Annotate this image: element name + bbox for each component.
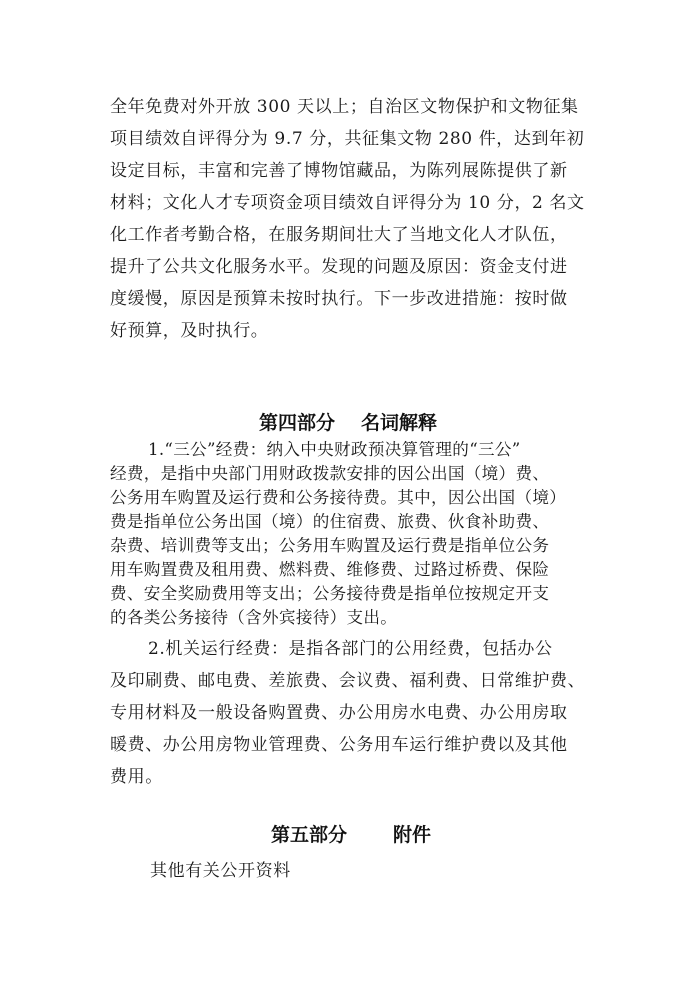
paragraph-line: 及印刷费、邮电费、差旅费、会议费、福利费、日常维护费、 [110, 671, 586, 691]
paragraph-line: 费、安全奖励费用等支出；公务接待费是指单位按规定开支 [110, 584, 550, 603]
paragraph-line: 费是指单位公务出国（境）的住宿费、旅费、伙食补助费、 [110, 512, 550, 531]
paragraph-line: 设定目标，丰富和完善了博物馆藏品，为陈列展陈提供了新 [110, 161, 568, 181]
paragraph-line: 材料；文化人才专项资金项目绩效自评得分为 10 分，2 名文 [110, 193, 585, 213]
paragraph-line: 暖费、办公用房物业管理费、公务用车运行维护费以及其他 [110, 735, 568, 755]
paragraph-line: 2.机关运行经费：是指各部门的公用经费，包括办公 [148, 639, 553, 659]
section5-heading [271, 820, 431, 847]
paragraph-line: 化工作者考勤合格，在服务期间壮大了当地文化人才队伍， [110, 225, 568, 245]
paragraph-line: 费用。 [110, 767, 163, 787]
paragraph-line: 经费，是指中央部门用财政拨款安排的因公出国（境）费、 [110, 464, 550, 483]
paragraph-line: 杂费、培训费等支出；公务用车购置及运行费是指单位公务 [110, 536, 550, 555]
section5-heading-name: 附件 [393, 824, 432, 846]
paragraph-line: 项目绩效自评得分为 9.7 分，共征集文物 280 件，达到年初 [110, 129, 585, 149]
paragraph-line: 1.“三公”经费：纳入中央财政预决算管理的“三公” [148, 440, 521, 459]
section4-heading [259, 408, 437, 435]
attachment-text: 其他有关公开资料 [150, 861, 291, 881]
paragraph-line: 提升了公共文化服务水平。发现的问题及原因：资金支付进 [110, 257, 568, 277]
paragraph-line: 公务用车购置及运行费和公务接待费。其中，因公出国（境） [110, 488, 567, 507]
paragraph-line: 的各类公务接待（含外宾接待）支出。 [110, 608, 398, 627]
section4-heading-part: 第四部分 [259, 412, 336, 434]
paragraph-line: 好预算，及时执行。 [110, 321, 269, 341]
section5-heading-part: 第五部分 [271, 824, 348, 846]
paragraph-line: 专用材料及一般设备购置费、办公用房水电费、办公用房取 [110, 703, 568, 723]
paragraph-line: 度缓慢，原因是预算未按时执行。下一步改进措施：按时做 [110, 289, 568, 309]
section4-heading-name: 名词解释 [361, 412, 438, 434]
paragraph-line: 全年免费对外开放 300 天以上；自治区文物保护和文物征集 [110, 97, 579, 117]
paragraph-line: 用车购置费及租用费、燃料费、维修费、过路过桥费、保险 [110, 560, 550, 579]
